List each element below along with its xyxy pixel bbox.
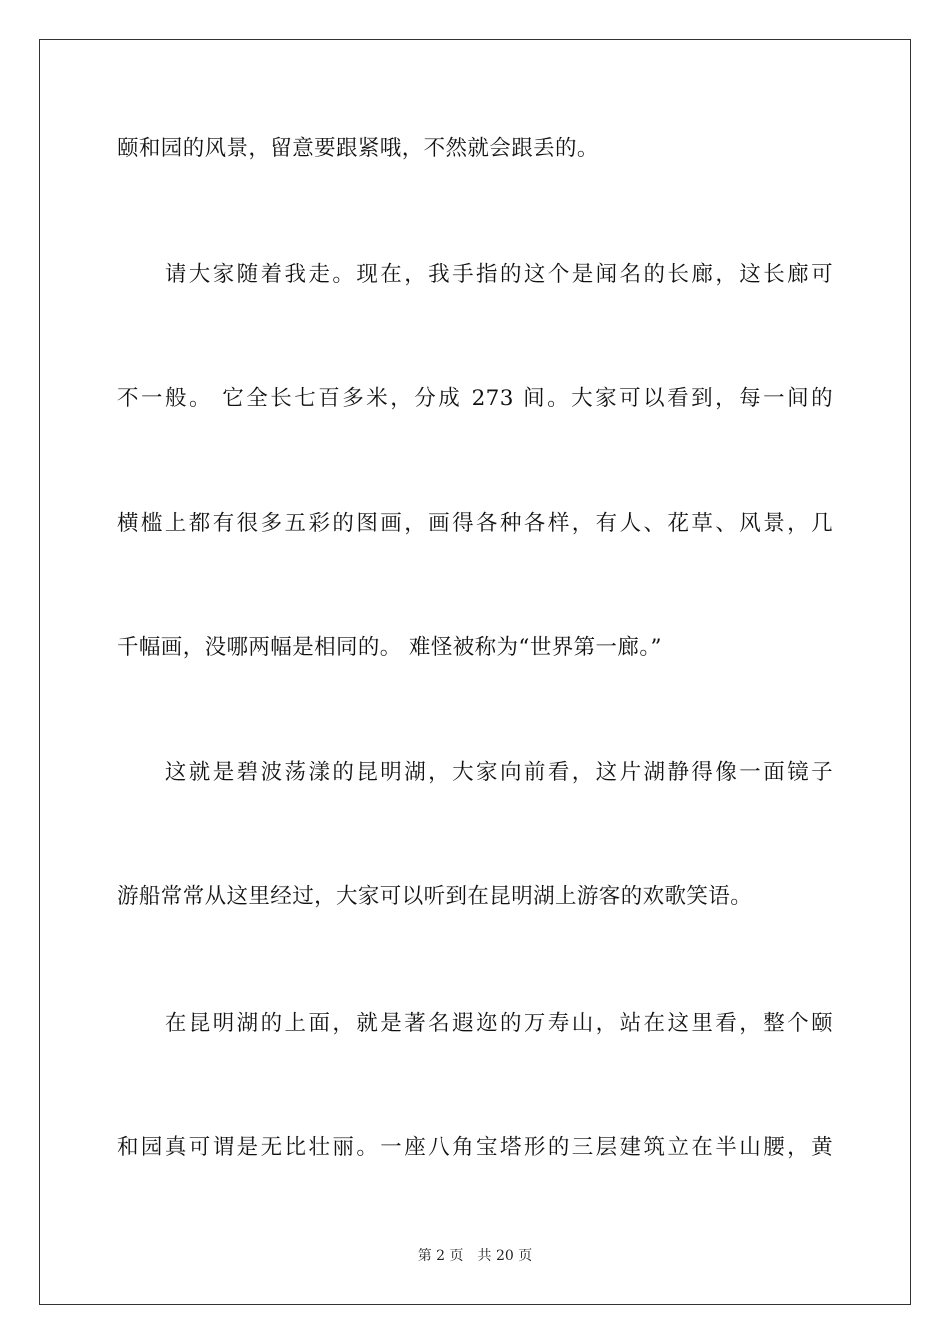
body-text-line: 千幅画，没哪两幅是相同的。 难怪被称为“世界第一廊。” [117, 635, 662, 660]
body-text-line: 颐和园的风景，留意要跟紧哦，不然就会跟丢的。 [117, 136, 599, 161]
page-number: 第 2 页 [417, 1248, 464, 1264]
body-text-line: 在昆明湖的上面，就是著名遐迩的万寿山，站在这里看，整个颐 [117, 1011, 833, 1036]
page-footer [0, 1247, 950, 1265]
body-text-line: 这就是碧波荡漾的昆明湖，大家向前看，这片湖静得像一面镜子 [117, 760, 833, 785]
body-text-line: 横槛上都有很多五彩的图画，画得各种各样，有人、花草、风景，几 [117, 511, 833, 536]
page-total: 共 20 页 [477, 1248, 533, 1264]
body-text-line: 请大家随着我走。现在，我手指的这个是闻名的长廊，这长廊可 [117, 262, 833, 287]
body-text-line: 不一般。 它全长七百多米，分成 273 间。大家可以看到，每一间的 [117, 386, 833, 411]
body-text-line: 游船常常从这里经过，大家可以听到在昆明湖上游客的欢歌笑语。 [117, 884, 753, 909]
page-border [39, 39, 911, 1305]
body-text-line: 和园真可谓是无比壮丽。一座八角宝塔形的三层建筑立在半山腰，黄 [117, 1135, 833, 1160]
